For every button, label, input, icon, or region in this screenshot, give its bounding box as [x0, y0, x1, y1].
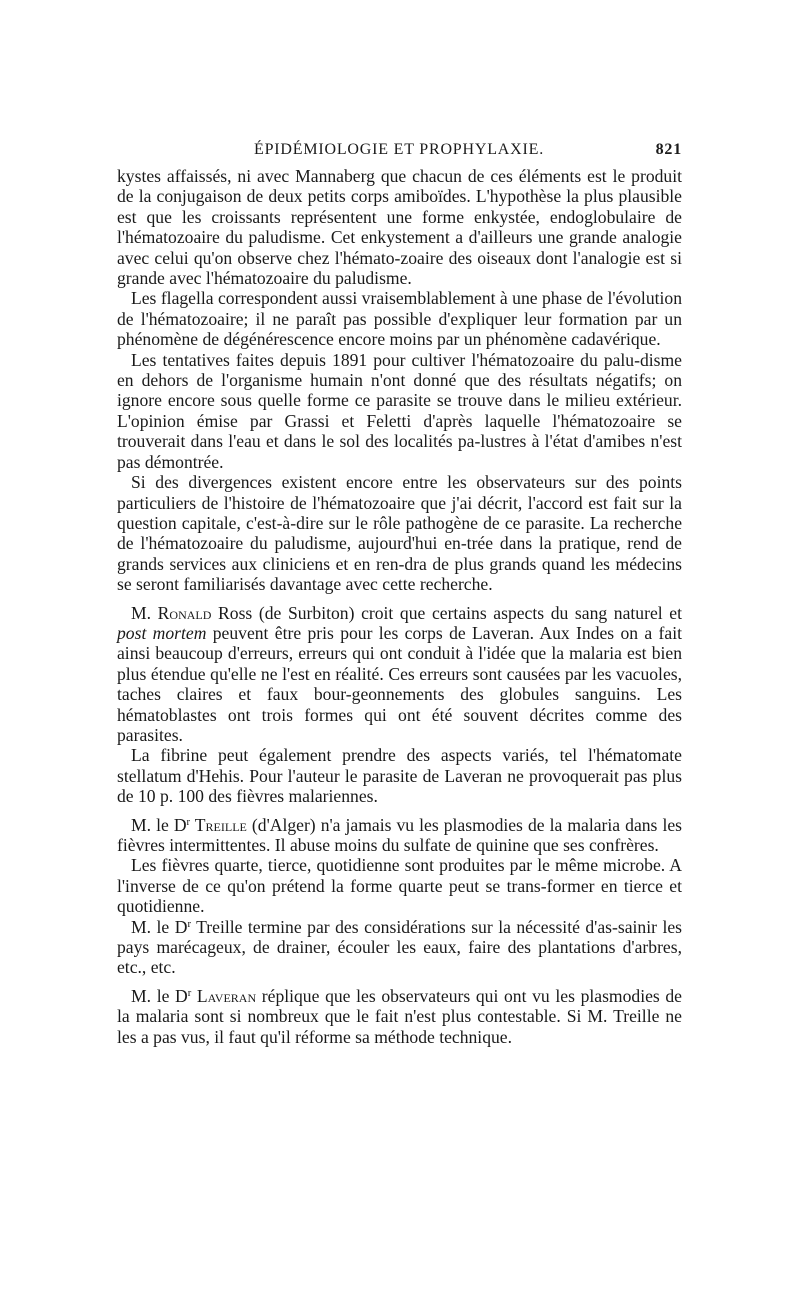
p7-rest: (d'Alger) n'a jamais vu les plasmodies de la malaria dans les fièvres intermittentes. Il abuse moins du sulfate de quinine que ses confrères.: [117, 814, 682, 855]
p5-rest: peuvent être pris pour les corps de Laveran. Aux Indes on a fait ainsi beaucoup d'erreurs, erreurs qui ont conduit à l'idée que la malaria est bien plus étendue qu'elle ne l'est en réalité. Ces erreurs sont causées par les vacuoles, taches claires et faux bour-geonnements des globules sanguins. Les hématoblastes ont trois formes qui ont été souvent décrites comme des parasites.: [117, 622, 682, 745]
paragraph-3: Les tentatives faites depuis 1891 pour cultiver l'hématozoaire du palu-disme en dehors de l'organisme humain n'ont donné que des résultats négatifs; on ignore encore sous quelle forme ce parasite se trouve dans le milieu extérieur. L'opinion émise par Grassi et Feletti d'après laquelle l'hématozoaire se trouverait dans l'eau et dans le sol des localités pa-lustres à l'état d'amibes n'est pas démontrée.: [117, 349, 682, 472]
paragraph-1: kystes affaissés, ni avec Mannaberg que chacun de ces éléments est le produit de la conjugaison de deux petits corps amiboïdes. L'hypothèse la plus plausible est que les croissants représentent une forme enkystée, endoglobulaire de l'hématozoaire du paludisme. Cet enkystement a d'ailleurs une grande analogie avec celui qu'on observe chez l'hémato-zoaire des oiseaux dont l'analogie est si grande avec l'hématozoaire du paludisme.: [117, 166, 682, 289]
paragraph-4: Si des divergences existent encore entre les observateurs sur des points particuliers de l'histoire de l'hématozoaire que j'ai décrit, l'accord est fait sur la question capitale, c'est-à-dire sur le rôle pathogène de ce parasite. La recherche de l'hématozoaire du paludisme, aujourd'hui en-trée dans la pratique, rend de grands services aux cliniciens et en ren-dra de plus grands quand les médecins se seront familiarisés davantage avec cette recherche.: [117, 472, 682, 595]
p5-text: Ross (de Surbiton) croit que certains aspects du sang naturel et: [211, 602, 682, 623]
speaker-name-laveran: Laveran: [191, 985, 257, 1006]
page-header: [117, 140, 682, 166]
p10-rest: réplique que les observateurs qui ont vu les plasmodies de la malaria sont si nombreux que le fait n'est plus contestable. Si M. Treille ne les a pas vus, il faut qu'il réforme sa méthode technique.: [117, 985, 682, 1047]
paragraph-10-laveran: [117, 986, 682, 1047]
p7-prefix: M. le D: [131, 814, 187, 835]
document-page: [117, 140, 682, 1047]
paragraph-7-treille: [117, 815, 682, 856]
p9-sup: r: [187, 918, 191, 930]
paragraph-5-ross: [117, 603, 682, 746]
p10-prefix: M. le D: [131, 985, 188, 1006]
running-title: ÉPIDÉMIOLOGIE ET PROPHYLAXIE.: [254, 141, 544, 158]
page-number: 821: [655, 141, 682, 158]
paragraph-6: La fibrine peut également prendre des aspects variés, tel l'hématomate stellatum d'Hehis. Pour l'auteur le parasite de Laveran ne provoquerait pas plus de 10 p. 100 des fièvres malariennes.: [117, 745, 682, 807]
p9-prefix: M. le D: [131, 916, 188, 937]
p9-rest: Treille termine par des considérations sur la nécessité d'as-sainir les pays marécageux, de drainer, écouler les eaux, faire des plantations d'arbres, etc., etc.: [117, 916, 683, 978]
p7-sup: r: [186, 816, 191, 828]
paragraph-8: Les fièvres quarte, tierce, quotidienne sont produites par le même microbe. A l'inverse de ce qu'on prétend la forme quarte peut se trans-former en tierce et quotidienne.: [117, 855, 682, 917]
speaker-name-treille: Treille: [190, 814, 247, 835]
p5-prefix: M.: [131, 602, 158, 623]
speaker-name-ronald: Ronald: [157, 602, 212, 623]
p10-sup: r: [187, 988, 192, 1000]
paragraph-9: [117, 917, 682, 978]
paragraph-2: Les flagella correspondent aussi vraisemblablement à une phase de l'évolution de l'hématozoaire; il ne paraît pas possible d'expliquer leur formation par un phénomène de dégénérescence encore moins par un phénomène cadavérique.: [117, 288, 682, 350]
p5-italic: post mortem: [117, 622, 207, 643]
